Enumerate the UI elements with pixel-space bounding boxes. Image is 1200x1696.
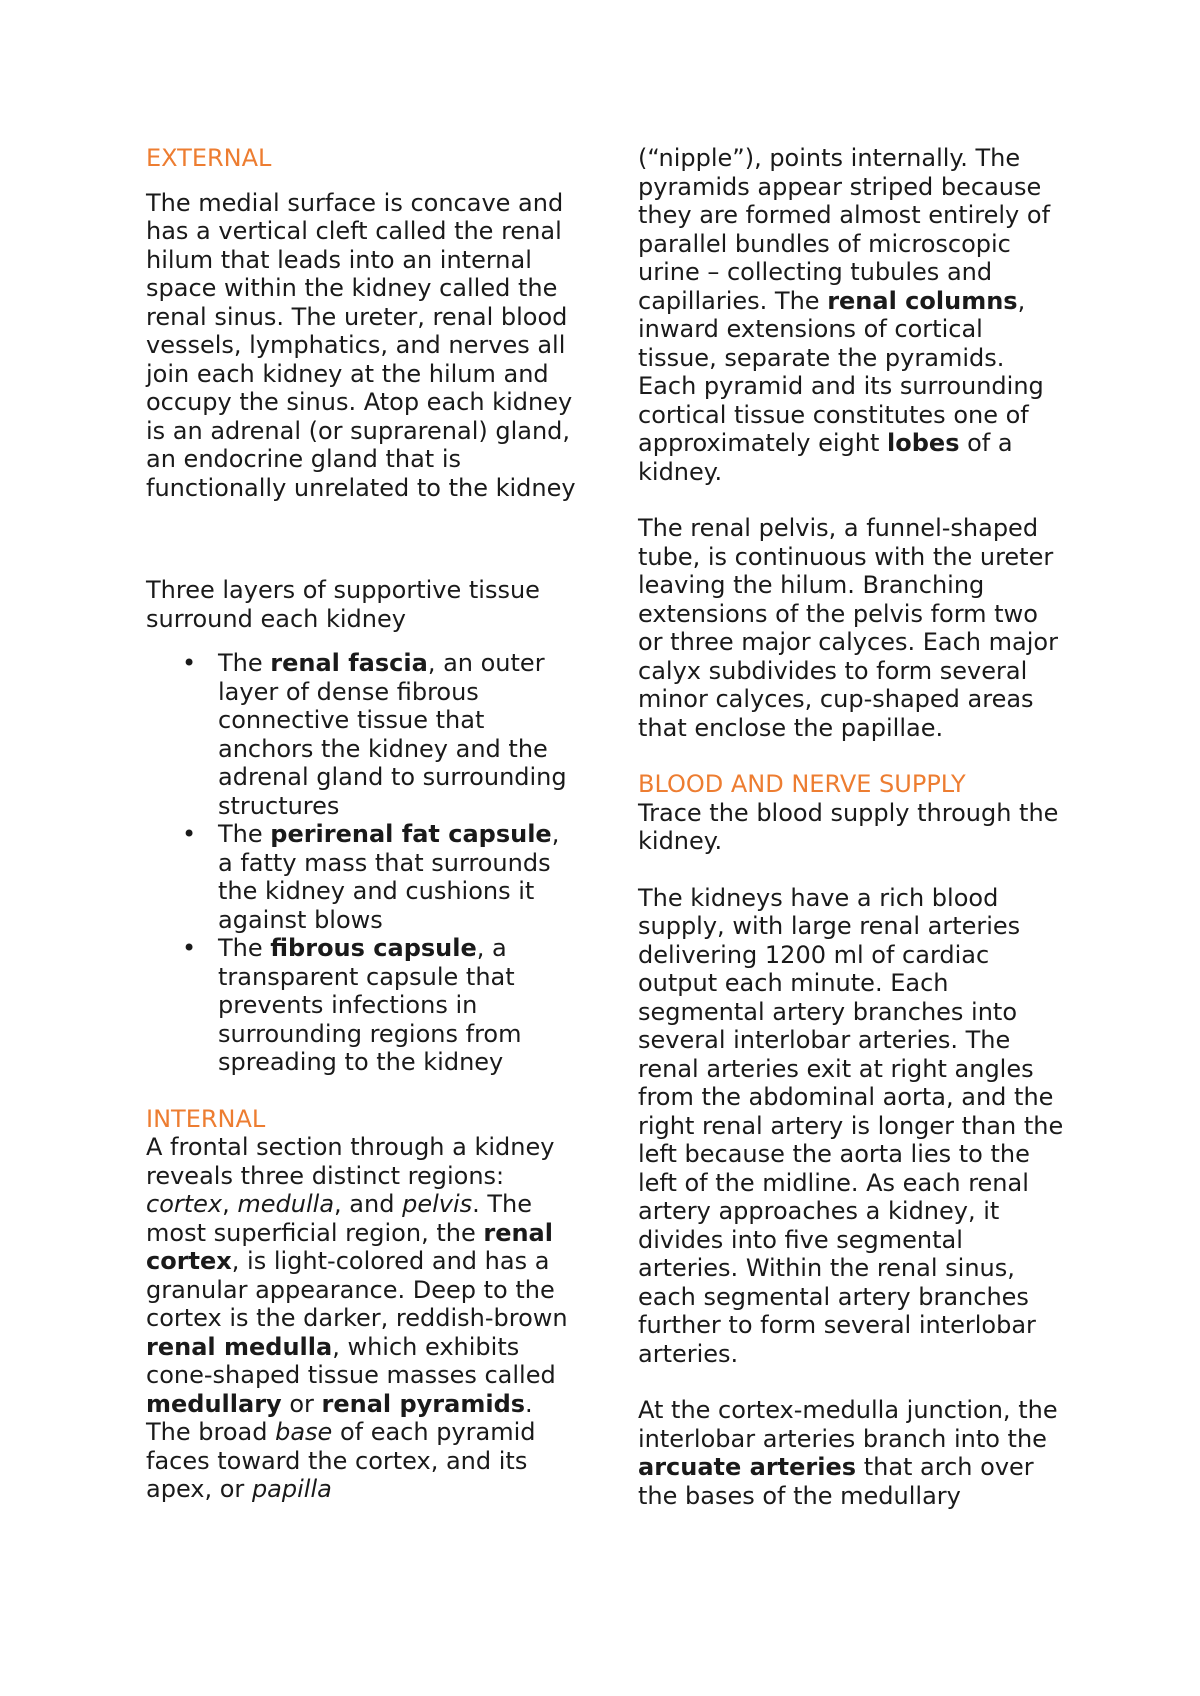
- term-renal-fascia: renal fascia: [270, 649, 428, 677]
- left-column: [146, 144, 576, 1504]
- layers-intro: Three layers of supportive tissue surround each kidney: [146, 576, 540, 633]
- pelvis-paragraph: The renal pelvis, a funnel-shaped tube, is continuous with the ureter leaving the hilum. Branching extensions of the pelvis form two or three major calyces. Each major calyx subdivides to form several minor calyces, cup-shaped areas that enclose the papillae.: [638, 514, 1058, 742]
- term-perirenal-fat-capsule: perirenal fat capsule: [270, 820, 552, 848]
- bullet-icon: •: [182, 820, 197, 848]
- term-fibrous-capsule: fibrous capsule: [270, 934, 477, 962]
- list-item: • The fibrous capsule, a transparent capsule that prevents infections in surrounding regions from spreading to the kidney: [182, 934, 522, 1076]
- external-heading: EXTERNAL: [146, 144, 272, 172]
- external-paragraph: The medial surface is concave and has a vertical cleft called the renal hilum that leads into an internal space within the kidney called the renal sinus. The ureter, renal blood vessels, lymphatics, and nerves all join each kidney at the hilum and occupy the sinus. Atop each kidney is an adrenal (or suprarenal) gland, an endocrine gland that is functionally unrelated to the kidney: [146, 188, 576, 502]
- arcuate-paragraph: At the cortex-medulla junction, the interlobar arteries branch into the arcuate arteries that arch over the bases of the medullary: [638, 1396, 1058, 1510]
- list-item: • The renal fascia, an outer layer of dense fibrous connective tissue that anchors the kidney and the adrenal gland to surrounding structures: [182, 649, 567, 820]
- blood-supply-heading: BLOOD AND NERVE SUPPLY: [638, 770, 966, 798]
- internal-paragraph: A frontal section through a kidney reveals three distinct regions: cortex, medulla, and pelvis. The most superficial region, the renal cortex, is light-colored and has a granular appearance. Deep to the cortex is the darker, reddish-brown renal medulla, which exhibits cone-shaped tissue masses called medullary or renal pyramids. The broad base of each pyramid faces toward the cortex, and its apex, or papilla: [146, 1133, 568, 1503]
- layers-list: [146, 649, 576, 1077]
- bullet-icon: •: [182, 934, 197, 962]
- list-item: • The perirenal fat capsule, a fatty mass that surrounds the kidney and cushions it against blows: [182, 820, 560, 934]
- blood-paragraph: The kidneys have a rich blood supply, with large renal arteries delivering 1200 ml of cardiac output each minute. Each segmental artery branches into several interlobar arteries. The renal arteries exit at right angles from the abdominal aorta, and the right renal artery is longer than the left because the aorta lies to the left of the midline. As each renal artery approaches a kidney, it divides into five segmental arteries. Within the renal sinus, each segmental artery branches further to form several interlobar arteries.: [638, 883, 1064, 1368]
- internal-heading: INTERNAL: [146, 1104, 266, 1133]
- right-column: [638, 144, 1068, 1510]
- pyramids-paragraph: (“nipple”), points internally. The pyramids appear striped because they are formed almost entirely of parallel bundles of microscopic urine – collecting tubules and capillaries. The renal columns, inward extensions of cortical tissue, separate the pyramids. Each pyramid and its surrounding cortical tissue constitutes one of approximately eight lobes of a kidney.: [638, 144, 1051, 486]
- blood-intro: Trace the blood supply through the kidney.: [638, 798, 1059, 855]
- bullet-icon: •: [182, 649, 197, 677]
